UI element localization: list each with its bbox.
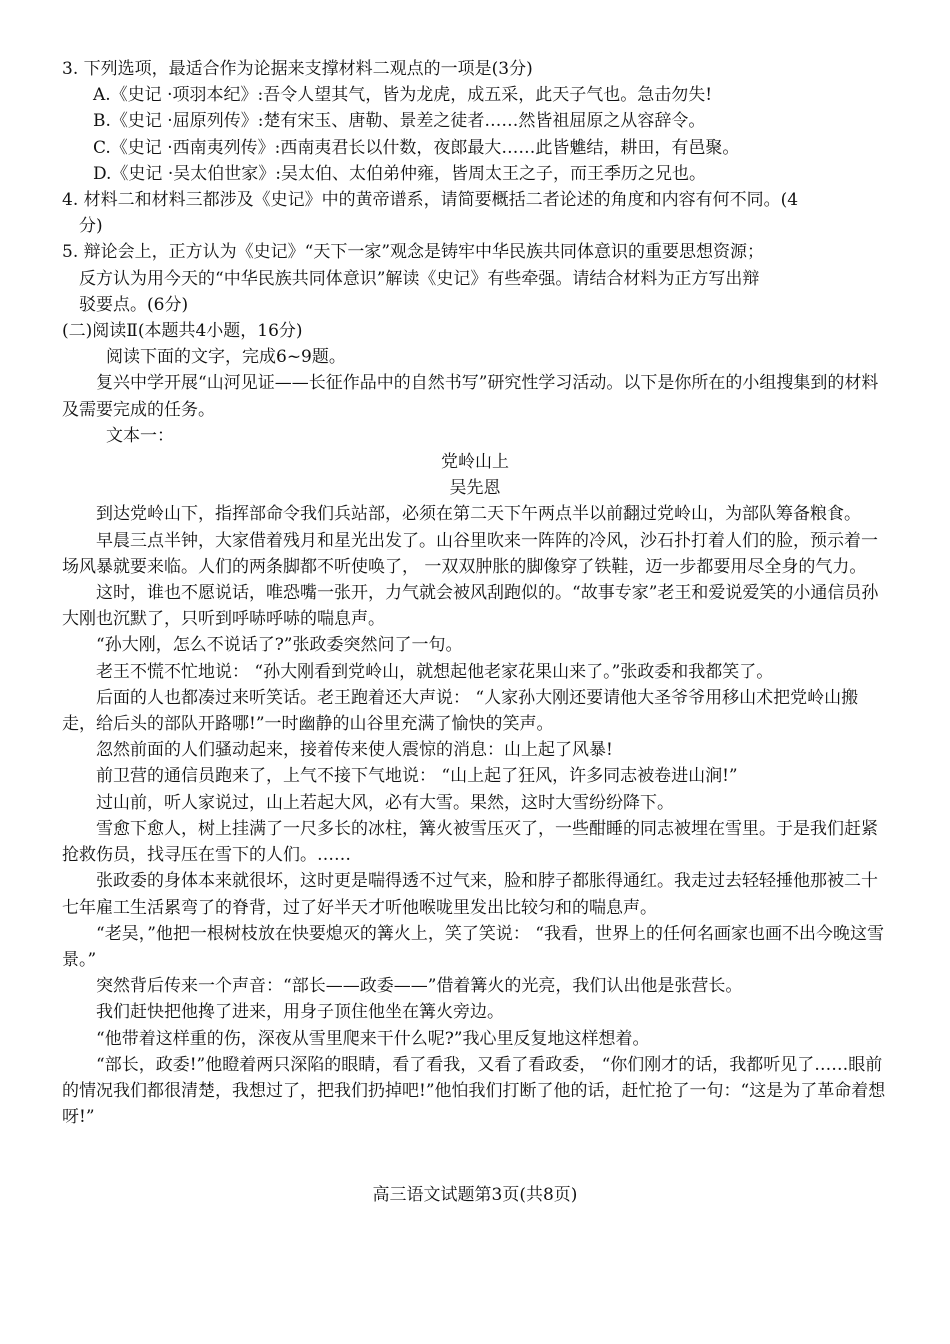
story-paragraph: 忽然前面的人们骚动起来，接着传来使人震惊的消息：山上起了风暴! — [96, 740, 613, 761]
story-paragraph: 过山前，听人家说过，山上若起大风，必有大雪。果然，这时大雪纷纷降下。 — [96, 792, 674, 813]
story-paragraph: “孙大刚，怎么不说话了?”张政委突然问了一句。 — [96, 635, 463, 656]
story-paragraph: 这时，谁也不愿说话，唯恐嘴一张开，力气就会被风刮跑似的。“故事专家”老王和爱说爱笑的小通信员孙大刚也沉默了，只听到呼哧呼哧的喘息声。 — [62, 583, 879, 630]
story-paragraph: 突然背后传来一个声音：“部长——政委——”借着篝火的光亮，我们认出他是张营长。 — [96, 976, 743, 997]
story-paragraph: 老王不慌不忙地说： “孙大刚看到党岭山，就想起他老家花果山来了。”张政委和我都笑了。 — [96, 661, 774, 682]
question-3-stem: 3. 下列选项，最适合作为论据来支撑材料二观点的一项是(3分) — [62, 59, 533, 79]
story-title: 党岭山上 — [441, 452, 509, 473]
question-3-option-a: A.《史记 ·项羽本纪》:吾令人望其气，皆为龙虎，成五采，此天子气也。急击勿失! — [93, 85, 713, 106]
page-footer: 高三语文试题第3页(共8页) — [372, 1185, 578, 1205]
story-author: 吴先恩 — [449, 478, 501, 499]
story-paragraph: 早晨三点半钟，大家借着残月和星光出发了。山谷里吹来一阵阵的冷风，沙石扑打着人们的脸，预示着一场风暴就要来临。人们的两条脚都不听使唤了， 一双双肿胀的脚像穿了铁鞋，迈一步都要用尽全身的气力。 — [62, 530, 878, 577]
story-paragraph: 张政委的身体本来就很坏，这时更是喘得透不过气来，脸和脖子都胀得通红。我走过去轻轻捶他那被二十七年雇工生活累弯了的脊背，过了好半天才听他喉咙里发出比较匀和的喘息声。 — [62, 871, 878, 918]
story-paragraph: “部长，政委!”他瞪着两只深陷的眼睛，看了看我，又看了看政委， “你们刚才的话，我都听见了……眼前的情况我们都很清楚，我想过了，把我们扔掉吧!”他怕我们打断了他的话，赶忙抢了一句：“这是为了革命着想呀!” — [62, 1054, 886, 1128]
question-3-option-b: B.《史记 ·屈原列传》:楚有宋玉、唐勒、景差之徒者……然皆祖屈原之从容辞令。 — [93, 111, 706, 132]
story-paragraph: 后面的人也都凑过来听笑话。老王跑着还大声说： “人家孙大刚还要请他大圣爷爷用移山术把党岭山搬走，给后头的部队开路哪!”一时幽静的山谷里充满了愉快的笑声。 — [62, 687, 859, 735]
question-3-option-d: D.《史记 ·吴太伯世家》:吴太伯、太伯弟仲雍，皆周太王之子，而王季历之兄也。 — [93, 163, 706, 184]
story-paragraph: “他带着这样重的伤，深夜从雪里爬来干什么呢?”我心里反复地这样想着。 — [96, 1028, 650, 1049]
question-3-option-c: C.《史记 ·西南夷列传》:西南夷君长以什数，夜郎最大……此皆魋结，耕田，有邑聚。 — [93, 137, 740, 158]
story-paragraph: 雪愈下愈人，树上挂满了一尺多长的冰柱，篝火被雪压灭了，一些酣睡的同志被埋在雪里。于是我们赶紧抢救伤员，找寻压在雪下的人们。…… — [62, 818, 878, 866]
story-paragraph: 到达党岭山下，指挥部命令我们兵站部，必须在第二天下午两点半以前翻过党岭山，为部队筹备粮食。 — [96, 504, 861, 525]
question-4-line-2: 分) — [79, 216, 103, 237]
question-5-line-1: 5. 辩论会上，正方认为《史记》“天下一家”观念是铸牢中华民族共同体意识的重要思想资源； — [62, 242, 765, 263]
section-2-heading: (二)阅读Ⅱ(本题共4小题，16分) — [62, 321, 303, 342]
exam-page — [62, 56, 888, 1130]
section-2-instruction: 阅读下面的文字，完成6~9题。 — [106, 347, 346, 368]
story-paragraph: 我们赶快把他搀了进来，用身子顶住他坐在篝火旁边。 — [96, 1002, 504, 1023]
question-5-line-3: 驳要点。(6分) — [79, 294, 189, 315]
story-paragraph: 前卫营的通信员跑来了，上气不接下气地说： “山上起了狂风，许多同志被卷进山涧!” — [96, 766, 738, 787]
question-5-line-2: 反方认为用今天的“中华民族共同体意识”解读《史记》有些牵强。请结合材料为正方写出辩 — [79, 268, 760, 289]
story-paragraph: “老吴，”他把一根树枝放在快要熄灭的篝火上，笑了笑说： “我看，世界上的任何名画家也画不出今晚这雪景。” — [62, 923, 884, 970]
text-label: 文本一： — [106, 425, 174, 446]
question-4-line-1: 4. 材料二和材料三都涉及《史记》中的黄帝谱系，请简要概括二者论述的角度和内容有何不同。(4 — [62, 190, 799, 211]
section-2-intro: 复兴中学开展“山河见证——长征作品中的自然书写”研究性学习活动。以下是你所在的小组搜集到的材料及需要完成的任务。 — [62, 373, 879, 420]
